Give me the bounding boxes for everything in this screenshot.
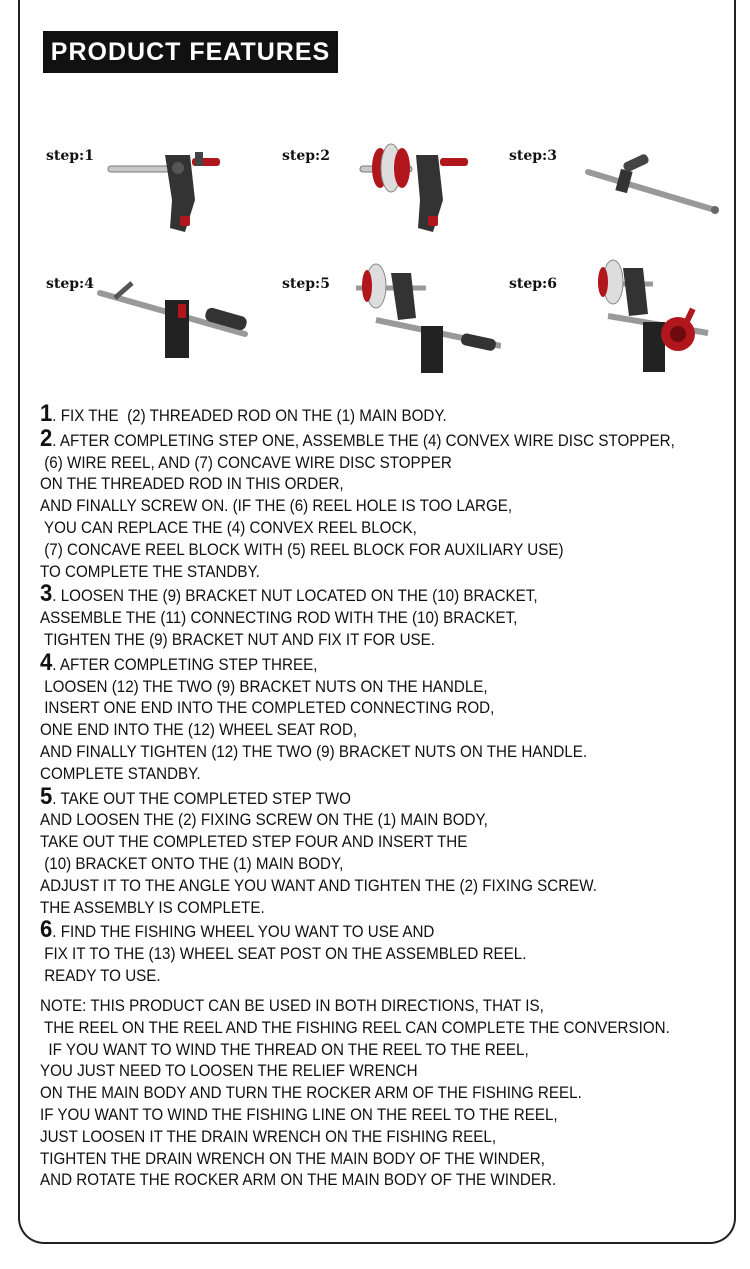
instruction-line	[40, 518, 675, 540]
instruction-line	[40, 916, 675, 944]
instruction-text: LOOSEN (12) THE TWO (9) BRACKET NUTS ON THE HANDLE,	[40, 677, 488, 696]
instruction-step	[40, 580, 675, 651]
instruction-line	[40, 677, 675, 699]
instruction-text: AND LOOSEN THE (2) FIXING SCREW ON THE (1) MAIN BODY,	[40, 811, 488, 830]
instruction-text: . FIX THE (2) THREADED ROD ON THE (1) MAIN BODY.	[52, 407, 447, 425]
reel-body-image	[40, 120, 265, 245]
instruction-text: . AFTER COMPLETING STEP ONE, ASSEMBLE THE (4) CONVEX WIRE DISC STOPPER,	[52, 431, 675, 450]
instruction-line	[40, 944, 675, 966]
step-number: 1	[40, 400, 53, 427]
note-line: IF YOU WANT TO WIND THE THREAD ON THE REEL TO THE REEL,	[40, 1040, 529, 1059]
bracket-assembly-image	[276, 248, 501, 373]
step-6-illustration	[503, 248, 728, 373]
instruction-text: TO COMPLETE THE STANDBY.	[40, 562, 260, 581]
instruction-text: (7) CONCAVE REEL BLOCK WITH (5) REEL BLOCK FOR AUXILIARY USE)	[40, 540, 564, 559]
instruction-step	[40, 424, 675, 584]
assembly-instructions	[40, 400, 675, 989]
instruction-text: YOU CAN REPLACE THE (4) CONVEX REEL BLOCK,	[40, 518, 417, 537]
instruction-line	[40, 810, 675, 832]
instruction-text: FIX IT TO THE (13) WHEEL SEAT POST ON THE ASSEMBLED REEL.	[40, 945, 527, 964]
note-line: YOU JUST NEED TO LOOSEN THE RELIEF WRENCH	[40, 1062, 418, 1081]
note-line: THE REEL ON THE REEL AND THE FISHING REEL CAN COMPLETE THE CONVERSION.	[40, 1018, 670, 1037]
instruction-line	[40, 562, 675, 584]
instruction-line	[40, 966, 675, 988]
step-label: step:4	[46, 276, 94, 292]
instruction-line	[40, 854, 675, 876]
complete-assembly-image	[503, 248, 728, 373]
step-1-illustration	[40, 120, 265, 245]
instruction-line	[40, 764, 675, 786]
reel-with-spool-image	[276, 120, 501, 245]
step-number: 5	[40, 782, 53, 810]
instruction-line	[40, 540, 675, 562]
instruction-line	[40, 580, 675, 608]
instruction-line	[40, 648, 675, 677]
note-line: ON THE MAIN BODY AND TURN THE ROCKER ARM OF THE FISHING REEL.	[40, 1084, 582, 1103]
instruction-line	[40, 698, 675, 720]
instruction-line	[40, 832, 675, 854]
instruction-line	[40, 453, 675, 475]
handle-assembly-image	[40, 248, 265, 373]
instruction-text: ONE END INTO THE (12) WHEEL SEAT ROD,	[40, 721, 358, 740]
step-2-illustration	[276, 120, 501, 245]
instruction-line	[40, 720, 675, 742]
instruction-line	[40, 742, 675, 764]
instruction-line	[40, 400, 675, 428]
instruction-line	[40, 876, 675, 898]
assembly-steps-grid	[40, 120, 720, 390]
instruction-text: ON THE THREADED ROD IN THIS ORDER,	[40, 475, 344, 494]
instruction-step	[40, 782, 675, 920]
instruction-text: . AFTER COMPLETING STEP THREE,	[52, 655, 318, 674]
instruction-text: READY TO USE.	[40, 966, 161, 985]
section-title: PRODUCT FEATURES	[43, 31, 338, 73]
note-line: IF YOU WANT TO WIND THE FISHING LINE ON THE REEL TO THE REEL,	[40, 1105, 558, 1124]
step-5-illustration	[276, 248, 501, 373]
instruction-line	[40, 496, 675, 518]
instruction-line	[40, 474, 675, 496]
connecting-rod-image	[503, 120, 728, 245]
instruction-step	[40, 916, 675, 987]
note-line: JUST LOOSEN IT THE DRAIN WRENCH ON THE FISHING REEL,	[40, 1127, 497, 1146]
step-number: 4	[40, 648, 53, 676]
step-label: step:2	[282, 148, 330, 164]
instruction-text: INSERT ONE END INTO THE COMPLETED CONNECTING ROD,	[40, 699, 495, 718]
instruction-text: AND FINALLY TIGHTEN (12) THE TWO (9) BRACKET NUTS ON THE HANDLE.	[40, 742, 588, 761]
step-label: step:5	[282, 276, 330, 292]
step-number: 2	[40, 424, 53, 452]
note-line: AND ROTATE THE ROCKER ARM ON THE MAIN BODY OF THE WINDER.	[40, 1171, 557, 1190]
instruction-line	[40, 898, 675, 920]
step-4-illustration	[40, 248, 265, 373]
step-3-illustration	[503, 120, 728, 245]
instruction-text: (10) BRACKET ONTO THE (1) MAIN BODY,	[40, 854, 344, 873]
note-line: TIGHTEN THE DRAIN WRENCH ON THE MAIN BODY OF THE WINDER,	[40, 1149, 545, 1168]
instruction-line	[40, 630, 675, 652]
instruction-text: . TAKE OUT THE COMPLETED STEP TWO	[52, 789, 351, 808]
instruction-text: ASSEMBLE THE (11) CONNECTING ROD WITH THE (10) BRACKET,	[40, 609, 518, 628]
step-label: step:1	[46, 148, 94, 164]
usage-note	[40, 996, 675, 1192]
step-number: 3	[40, 580, 53, 608]
instruction-text: COMPLETE STANDBY.	[40, 764, 201, 783]
note-line: NOTE: THIS PRODUCT CAN BE USED IN BOTH DIRECTIONS, THAT IS,	[40, 997, 544, 1015]
instruction-text: TAKE OUT THE COMPLETED STEP FOUR AND INSERT THE	[40, 833, 468, 852]
instruction-line	[40, 782, 675, 811]
instruction-text: . LOOSEN THE (9) BRACKET NUT LOCATED ON THE (10) BRACKET,	[52, 587, 538, 606]
instruction-text: AND FINALLY SCREW ON. (IF THE (6) REEL HOLE IS TOO LARGE,	[40, 497, 513, 516]
instruction-text: . FIND THE FISHING WHEEL YOU WANT TO USE AND	[52, 923, 435, 942]
instruction-step	[40, 648, 675, 786]
instruction-step	[40, 400, 675, 428]
step-label: step:6	[509, 276, 557, 292]
instruction-text: (6) WIRE REEL, AND (7) CONCAVE WIRE DISC STOPPER	[40, 453, 452, 472]
instruction-line	[40, 424, 675, 453]
step-number: 6	[40, 916, 53, 944]
instruction-text: ADJUST IT TO THE ANGLE YOU WANT AND TIGHTEN THE (2) FIXING SCREW.	[40, 876, 597, 895]
instruction-text: TIGHTEN THE (9) BRACKET NUT AND FIX IT FOR USE.	[40, 630, 436, 649]
instruction-line	[40, 608, 675, 630]
instruction-text: THE ASSEMBLY IS COMPLETE.	[40, 898, 265, 917]
step-label: step:3	[509, 148, 557, 164]
